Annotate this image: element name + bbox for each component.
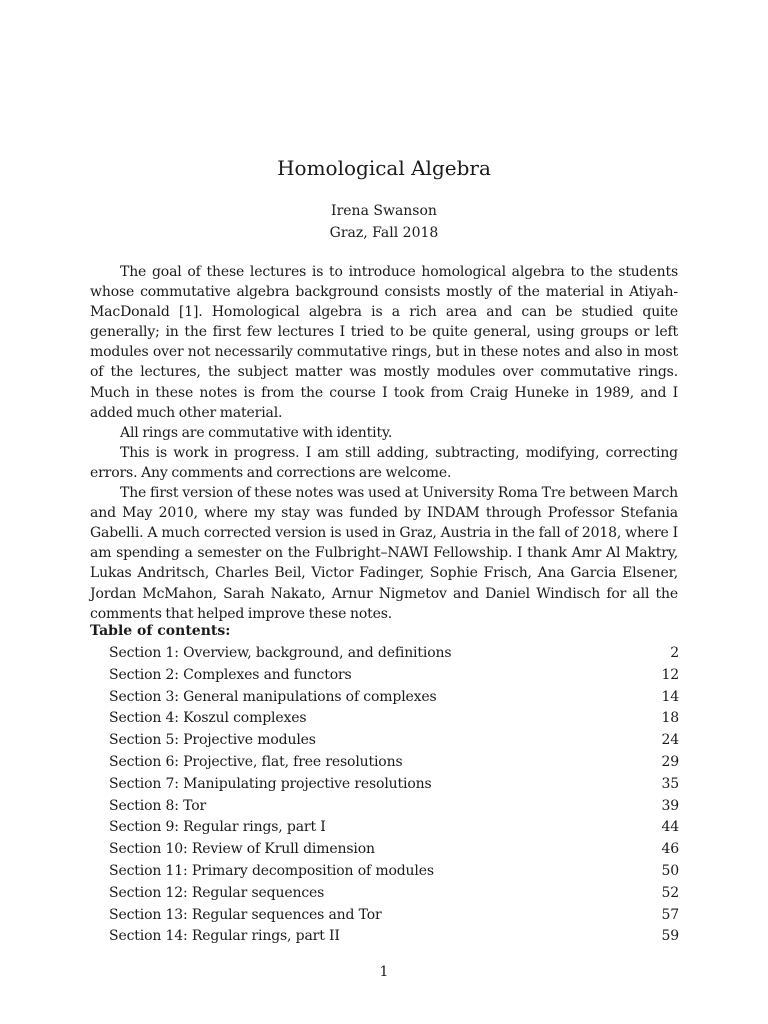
toc-entry-page: 59 [661, 928, 679, 945]
toc-entry-page: 52 [661, 884, 679, 901]
introduction [90, 262, 678, 624]
table-of-contents [109, 643, 679, 948]
author-name: Irena Swanson [331, 203, 437, 219]
toc-entry-label: Section 2: Complexes and functors [109, 666, 352, 683]
toc-entry-page: 14 [661, 688, 679, 705]
toc-entry[interactable] [109, 861, 679, 883]
paragraph: The first version of these notes was used at University Roma Tre between March and May 2010, where my stay was funded by INDAM through Professor Stefania Gabelli. A much corrected version is used in Graz, Austria in the fall of 2018, where I am spending a semester on the Fulbright–NAWI Fellowship. I thank Amr Al Maktry, Lukas Andritsch, Charles Beil, Victor Fadinger, Sophie Frisch, Ana Garcia Elsener, Jordan McMahon, Sarah Nakato, Arnur Nigmetov and Daniel Windisch for all the comments that helped improve these notes. [90, 485, 678, 622]
toc-entry-label: Section 8: Tor [109, 797, 207, 814]
toc-entry[interactable] [109, 752, 679, 774]
toc-entry-page: 44 [661, 819, 679, 836]
toc-entry-page: 29 [661, 753, 679, 770]
paragraph: The goal of these lectures is to introduce homological algebra to the students whose commutative algebra background consists mostly of the material in Atiyah-MacDonald [1]. Homological algebra is a rich area and can be studied quite generally; in the first few lectures I tried to be quite general, using groups or left modules over not necessarily commutative rings, but in these notes and also in most of the lectures, the subject matter was mostly modules over commutative rings. Much in these notes is from the course I took from Craig Huneke in 1989, and I added much other material. [90, 264, 678, 421]
toc-entry-page: 35 [661, 775, 679, 792]
toc-entry[interactable] [109, 905, 679, 927]
toc-entry-label: Section 1: Overview, background, and definitions [109, 645, 452, 661]
toc-entry-label: Section 3: General manipulations of complexes [109, 688, 437, 705]
toc-entry[interactable] [109, 665, 679, 687]
toc-entry[interactable] [109, 774, 679, 796]
place-date: Graz, Fall 2018 [329, 225, 439, 241]
toc-entry[interactable] [109, 883, 679, 905]
document-title: Homological Algebra [277, 156, 491, 180]
toc-entry-page: 24 [661, 732, 679, 749]
toc-entry-label: Section 9: Regular rings, part I [109, 819, 326, 836]
toc-entry[interactable] [109, 839, 679, 861]
toc-entry[interactable] [109, 796, 679, 818]
toc-entry-page: 12 [661, 666, 679, 683]
toc-entry-label: Section 4: Koszul complexes [109, 710, 307, 727]
toc-entry-label: Section 11: Primary decomposition of modules [109, 862, 434, 879]
toc-entry[interactable] [109, 817, 679, 839]
toc-entry-label: Section 7: Manipulating projective resolutions [109, 775, 432, 792]
toc-entry[interactable] [109, 643, 679, 665]
toc-entry-label: Section 5: Projective modules [109, 732, 316, 749]
toc-entry[interactable] [109, 687, 679, 709]
toc-entry-label: Section 13: Regular sequences and Tor [109, 906, 382, 923]
toc-entry-page: 46 [661, 841, 679, 858]
toc-entry-page: 39 [661, 797, 679, 814]
toc-entry-page: 2 [670, 645, 679, 661]
toc-entry-page: 18 [661, 710, 679, 727]
toc-entry-label: Section 10: Review of Krull dimension [109, 841, 375, 858]
toc-entry-page: 50 [661, 862, 679, 879]
page-number: 1 [379, 964, 389, 980]
toc-entry-label: Section 14: Regular rings, part II [109, 928, 340, 945]
toc-heading: Table of contents: [90, 623, 231, 639]
toc-entry-label: Section 12: Regular sequences [109, 884, 325, 901]
paragraph: This is work in progress. I am still adding, subtracting, modifying, correcting errors. Any comments and corrections are welcome. [90, 444, 678, 481]
toc-entry[interactable] [109, 730, 679, 752]
paragraph: All rings are commutative with identity. [120, 424, 393, 441]
toc-entry[interactable] [109, 926, 679, 948]
toc-entry-page: 57 [661, 906, 679, 923]
toc-entry[interactable] [109, 708, 679, 730]
toc-entry-label: Section 6: Projective, flat, free resolutions [109, 753, 403, 770]
